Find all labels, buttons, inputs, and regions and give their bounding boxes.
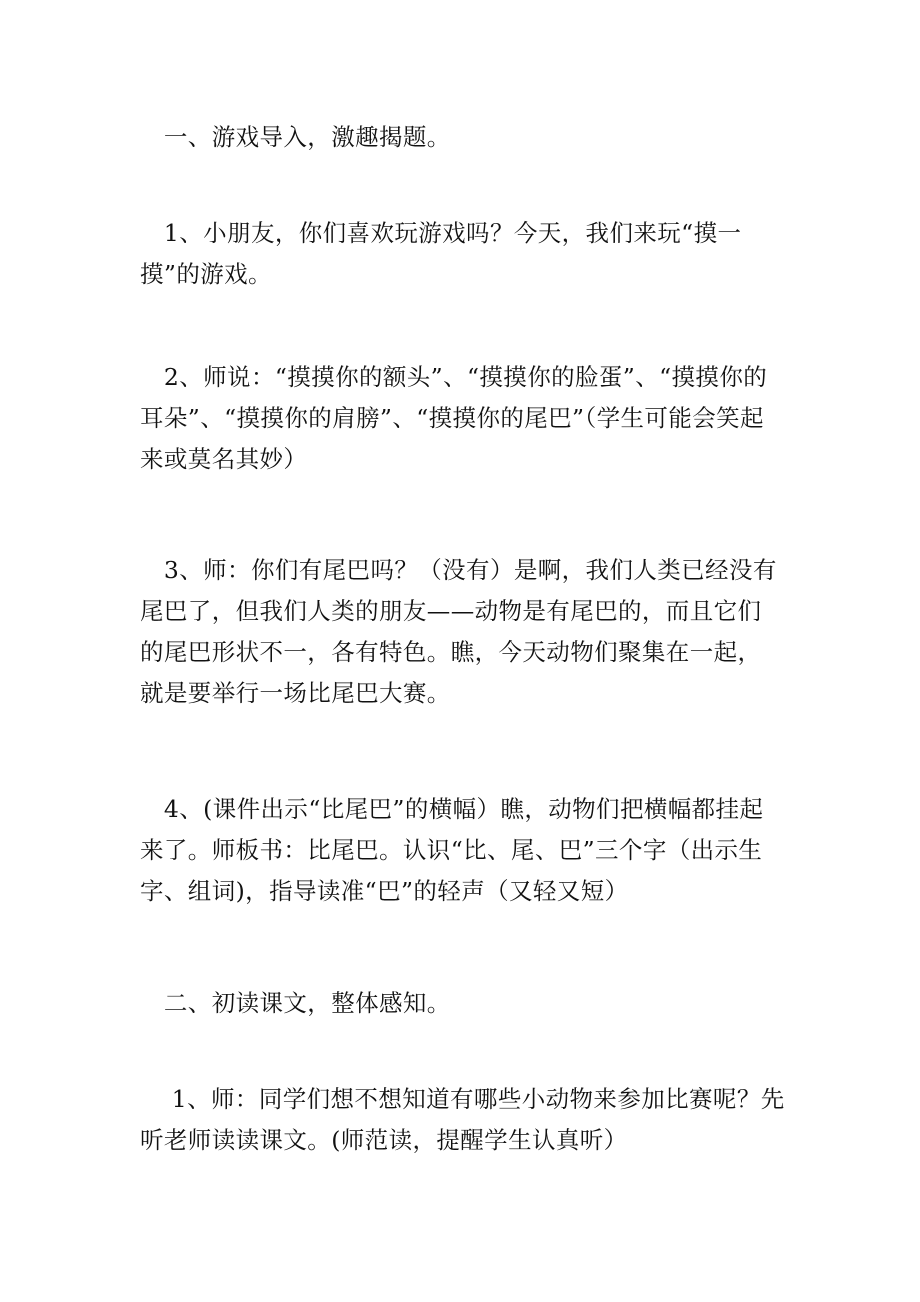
paragraph-1: 1、小朋友，你们喜欢玩游戏吗？今天，我们来玩“摸一摸”的游戏。 xyxy=(140,219,742,288)
paragraph-2: 2、师说：“摸摸你的额头”、“摸摸你的脸蛋”、“摸摸你的耳朵”、“摸摸你的肩膀”、“摸摸你的尾巴”（学生可能会笑起来或莫名其妙） xyxy=(140,363,768,473)
section-heading-first-reading: 二、初读课文，整体感知。 xyxy=(140,989,451,1017)
paragraph-4: 4、(课件出示“比尾巴”的横幅）瞧，动物们把横幅都挂起来了。师板书：比尾巴。认识“比、尾、巴”三个字（出示生字、组词)，指导读准“巴”的轻声（又轻又短） xyxy=(140,795,764,905)
paragraph-3: 3、师：你们有尾巴吗？（没有）是啊，我们人类已经没有尾巴了，但我们人类的朋友——动物是有尾巴的，而且它们的尾巴形状不一，各有特色。瞧，今天动物们聚集在一起，就是要举行一场比尾巴大赛。 xyxy=(140,556,777,707)
section-heading-game-intro: 一、游戏导入，激趣揭题。 xyxy=(140,123,451,151)
paragraph-5: 1、师：同学们想不想知道有哪些小动物来参加比赛呢？先听老师读读课文。(师范读，提醒学生认真听） xyxy=(140,1085,785,1154)
